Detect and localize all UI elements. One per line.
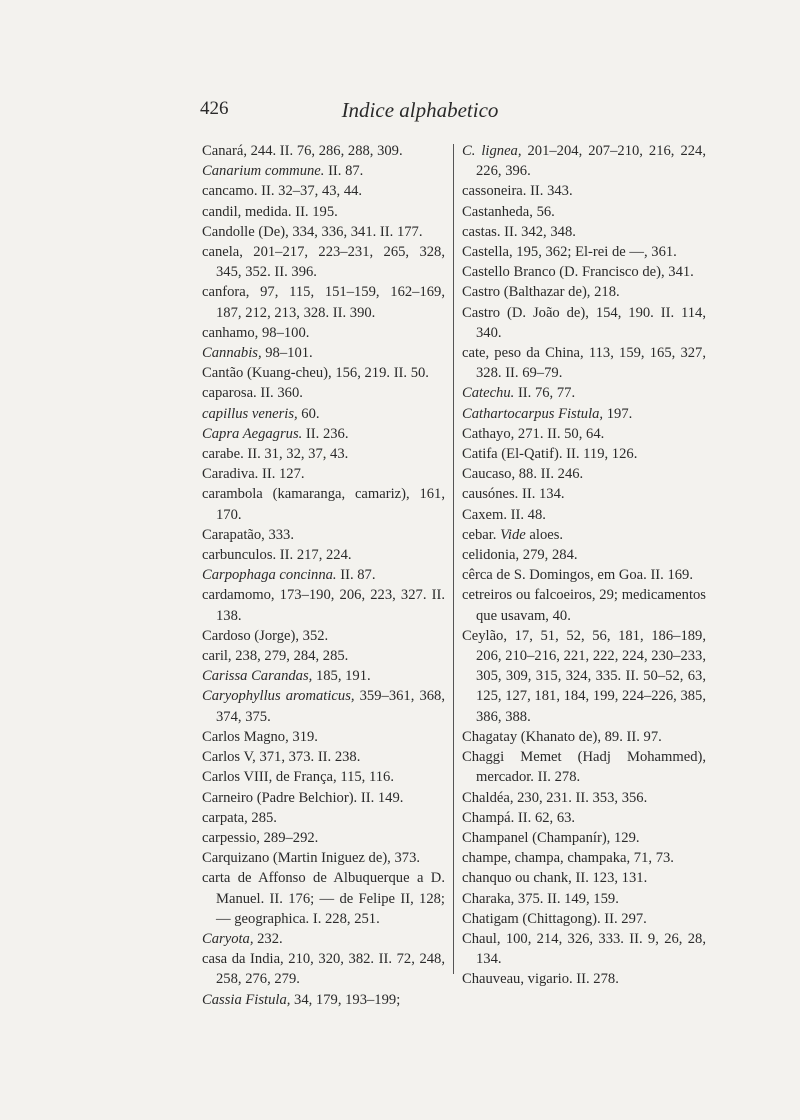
entry-text: Cathartocarpus Fistula, xyxy=(462,405,604,422)
index-column-left xyxy=(202,141,445,1010)
entry-text: Chaldéa, 230, 231. II. 353, 356. xyxy=(462,789,648,806)
entry-text: Cannabis, xyxy=(202,345,262,362)
index-entry xyxy=(202,161,445,181)
entry-text: II. 76, 77. xyxy=(514,385,576,402)
entry-text: candil, medida. II. 195. xyxy=(202,203,338,220)
entry-text: Caradiva. II. 127. xyxy=(202,466,305,483)
index-entry xyxy=(462,889,706,909)
index-entry xyxy=(202,666,445,686)
entry-text: carambola (kamaranga, camariz), 161, 170. xyxy=(202,486,445,523)
entry-text: castas. II. 342, 348. xyxy=(462,223,576,240)
index-entry xyxy=(202,565,445,585)
index-entry xyxy=(202,424,445,444)
entry-text: Catechu. xyxy=(462,385,515,402)
index-entry xyxy=(462,868,706,888)
index-entry xyxy=(202,949,445,989)
index-entry xyxy=(202,868,445,929)
index-entry xyxy=(462,585,706,625)
index-entry xyxy=(202,990,445,1010)
index-entry xyxy=(462,565,706,585)
index-entry xyxy=(462,464,706,484)
entry-text: caparosa. II. 360. xyxy=(202,385,303,402)
entry-text: Castanheda, 56. xyxy=(462,203,555,220)
index-entry xyxy=(202,929,445,949)
index-entry xyxy=(202,323,445,343)
entry-text: 185, 191. xyxy=(312,668,371,685)
entry-text: Cantão (Kuang-cheu), 156, 219. II. 50. xyxy=(202,365,429,382)
index-entry xyxy=(462,727,706,747)
index-entry xyxy=(202,484,445,524)
entry-text: chanquo ou chank, II. 123, 131. xyxy=(462,870,648,887)
index-entry xyxy=(462,909,706,929)
index-entry xyxy=(202,363,445,383)
entry-text: 197. xyxy=(603,405,633,422)
entry-text: Capra Aegagrus. xyxy=(202,425,303,442)
entry-text: carta de Affonso de Albuquerque a D. Manuel. II. 176; — de Felipe II, 128; — geographica. I. 228, 251. xyxy=(202,870,445,927)
index-entry xyxy=(202,242,445,282)
index-entry xyxy=(202,222,445,242)
entry-text: carpata, 285. xyxy=(202,809,277,826)
page-number: 426 xyxy=(200,98,229,119)
entry-text: canfora, 97, 115, 151–159, 162–169, 187, 212, 213, 328. II. 390. xyxy=(202,284,445,321)
entry-text: cancamo. II. 32–37, 43, 44. xyxy=(202,183,363,200)
entry-text: Caucaso, 88. II. 246. xyxy=(462,466,584,483)
index-entry xyxy=(202,343,445,363)
index-entry xyxy=(202,808,445,828)
page-header xyxy=(200,98,640,128)
entry-text: cetreiros ou falcoeiros, 29; medicamentos que usavam, 40. xyxy=(462,587,706,624)
entry-text: Candolle (De), 334, 336, 341. II. 177. xyxy=(202,223,423,240)
index-entry xyxy=(202,383,445,403)
index-entry xyxy=(202,848,445,868)
entry-text: 34, 179, 193–199; xyxy=(290,991,401,1008)
index-entry xyxy=(202,646,445,666)
index-entry xyxy=(462,202,706,222)
entry-text: Champá. II. 62, 63. xyxy=(462,809,576,826)
index-entry xyxy=(462,222,706,242)
index-entry xyxy=(202,747,445,767)
index-entry xyxy=(202,828,445,848)
entry-text: cêrca de S. Domingos, em Goa. II. 169. xyxy=(462,567,694,584)
entry-text: cassoneira. II. 343. xyxy=(462,183,573,200)
index-entry xyxy=(462,545,706,565)
entry-text: Castello Branco (D. Francisco de), 341. xyxy=(462,264,694,281)
entry-text: Charaka, 375. II. 149, 159. xyxy=(462,890,619,907)
entry-text: carabe. II. 31, 32, 37, 43. xyxy=(202,446,349,463)
index-entry xyxy=(462,505,706,525)
index-entry xyxy=(202,404,445,424)
entry-text: canela, 201–217, 223–231, 265, 328, 345, 352. II. 396. xyxy=(202,244,445,281)
entry-text: Canará, 244. II. 76, 286, 288, 309. xyxy=(202,143,403,159)
index-entry xyxy=(202,545,445,565)
entry-text: Cathayo, 271. II. 50, 64. xyxy=(462,425,605,442)
index-entry xyxy=(202,727,445,747)
entry-text: Carneiro (Padre Belchior). II. 149. xyxy=(202,789,404,806)
index-entry xyxy=(462,828,706,848)
entry-text: Chagatay (Khanato de), 89. II. 97. xyxy=(462,728,662,745)
index-entry xyxy=(202,181,445,201)
entry-text: Caryophyllus aromaticus, xyxy=(202,688,355,705)
entry-text: Vide xyxy=(500,526,526,543)
index-entry xyxy=(462,848,706,868)
entry-text: II. 87. xyxy=(336,567,376,584)
index-entry xyxy=(202,585,445,625)
index-entry xyxy=(462,141,706,181)
entry-text: casa da India, 210, 320, 382. II. 72, 248, 258, 276, 279. xyxy=(202,951,445,988)
entry-text: caril, 238, 279, 284, 285. xyxy=(202,648,349,665)
entry-text: Carquizano (Martin Iniguez de), 373. xyxy=(202,850,421,867)
entry-text: II. 236. xyxy=(302,425,349,442)
index-entry xyxy=(202,464,445,484)
entry-text: Carlos V, 371, 373. II. 238. xyxy=(202,749,361,766)
entry-text: Carpophaga concinna. xyxy=(202,567,337,584)
entry-text: capillus veneris, xyxy=(202,405,298,422)
index-entry xyxy=(202,202,445,222)
index-entry xyxy=(202,686,445,726)
entry-text: champe, champa, champaka, 71, 73. xyxy=(462,850,674,867)
entry-text: Cardoso (Jorge), 352. xyxy=(202,627,329,644)
entry-text: Catifa (El-Qatif). II. 119, 126. xyxy=(462,446,638,463)
entry-text: aloes. xyxy=(525,526,564,543)
index-column-right xyxy=(462,141,706,990)
entry-text: celidonia, 279, 284. xyxy=(462,547,578,564)
index-entry xyxy=(462,343,706,383)
index-entry xyxy=(462,747,706,787)
index-entry xyxy=(202,141,445,161)
entry-text: Canarium commune. xyxy=(202,163,325,180)
index-entry xyxy=(462,404,706,424)
running-title: Indice alphabetico xyxy=(341,98,499,122)
entry-text: Carissa Carandas, xyxy=(202,668,313,685)
entry-text: 201–204, 207–210, 216, 224, 226, 396. xyxy=(476,143,706,180)
index-entry xyxy=(462,788,706,808)
index-entry xyxy=(462,303,706,343)
index-entry xyxy=(462,929,706,969)
column-divider xyxy=(453,144,454,974)
entry-text: Castella, 195, 362; El-rei de —, 361. xyxy=(462,244,677,261)
index-entry xyxy=(202,767,445,787)
index-entry xyxy=(462,181,706,201)
index-entry xyxy=(462,484,706,504)
index-entry xyxy=(462,242,706,262)
entry-text: Champanel (Champanír), 129. xyxy=(462,829,640,846)
index-entry xyxy=(202,626,445,646)
entry-text: II. 87. xyxy=(324,163,364,180)
entry-text: canhamo, 98–100. xyxy=(202,324,310,341)
entry-text: cebar. xyxy=(462,526,501,543)
index-entry xyxy=(202,525,445,545)
entry-text: Chauveau, vigario. II. 278. xyxy=(462,971,619,988)
entry-text: Carlos Magno, 319. xyxy=(202,728,318,745)
index-entry xyxy=(462,424,706,444)
index-entry xyxy=(462,626,706,727)
entry-text: causónes. II. 134. xyxy=(462,486,565,503)
entry-text: Castro (D. João de), 154, 190. II. 114, 340. xyxy=(462,304,706,341)
entry-text: carpessio, 289–292. xyxy=(202,829,319,846)
entry-text: Caxem. II. 48. xyxy=(462,506,546,523)
entry-text: Carlos VIII, de França, 115, 116. xyxy=(202,769,394,786)
entry-text: Chatigam (Chittagong). II. 297. xyxy=(462,910,647,927)
index-entry xyxy=(462,383,706,403)
entry-text: Carapatão, 333. xyxy=(202,526,294,543)
entry-text: Chaul, 100, 214, 326, 333. II. 9, 26, 28, 134. xyxy=(462,930,706,968)
index-entry xyxy=(462,525,706,545)
entry-text: 232. xyxy=(253,930,283,947)
index-entry xyxy=(462,262,706,282)
index-entry xyxy=(202,444,445,464)
index-entry xyxy=(462,969,706,989)
entry-text: cardamomo, 173–190, 206, 223, 327. II. 138. xyxy=(202,587,445,624)
index-entry xyxy=(462,282,706,302)
entry-text: cate, peso da China, 113, 159, 165, 327, 328. II. 69–79. xyxy=(462,345,706,382)
index-entry xyxy=(462,444,706,464)
index-entry xyxy=(462,808,706,828)
entry-text: Ceylão, 17, 51, 52, 56, 181, 186–189, 206, 210–216, 221, 222, 224, 230–233, 305, 309, 315, 324, 335. II. 50–52, 63, 125, 127, 181, 184, 199, 224–226, 385, 386, 388. xyxy=(462,627,706,725)
index-entry xyxy=(202,788,445,808)
entry-text: 359–361, 368, 374, 375. xyxy=(216,688,445,725)
entry-text: C. lignea, xyxy=(462,143,522,159)
entry-text: Cassia Fistula, xyxy=(202,991,291,1008)
entry-text: Caryota, xyxy=(202,930,254,947)
entry-text: Castro (Balthazar de), 218. xyxy=(462,284,620,301)
entry-text: Chaggi Memet (Hadj Mohammed), mercador. II. 278. xyxy=(462,749,706,786)
entry-text: 98–101. xyxy=(261,345,313,362)
entry-text: 60. xyxy=(297,405,320,422)
index-entry xyxy=(202,282,445,322)
entry-text: carbunculos. II. 217, 224. xyxy=(202,547,352,564)
